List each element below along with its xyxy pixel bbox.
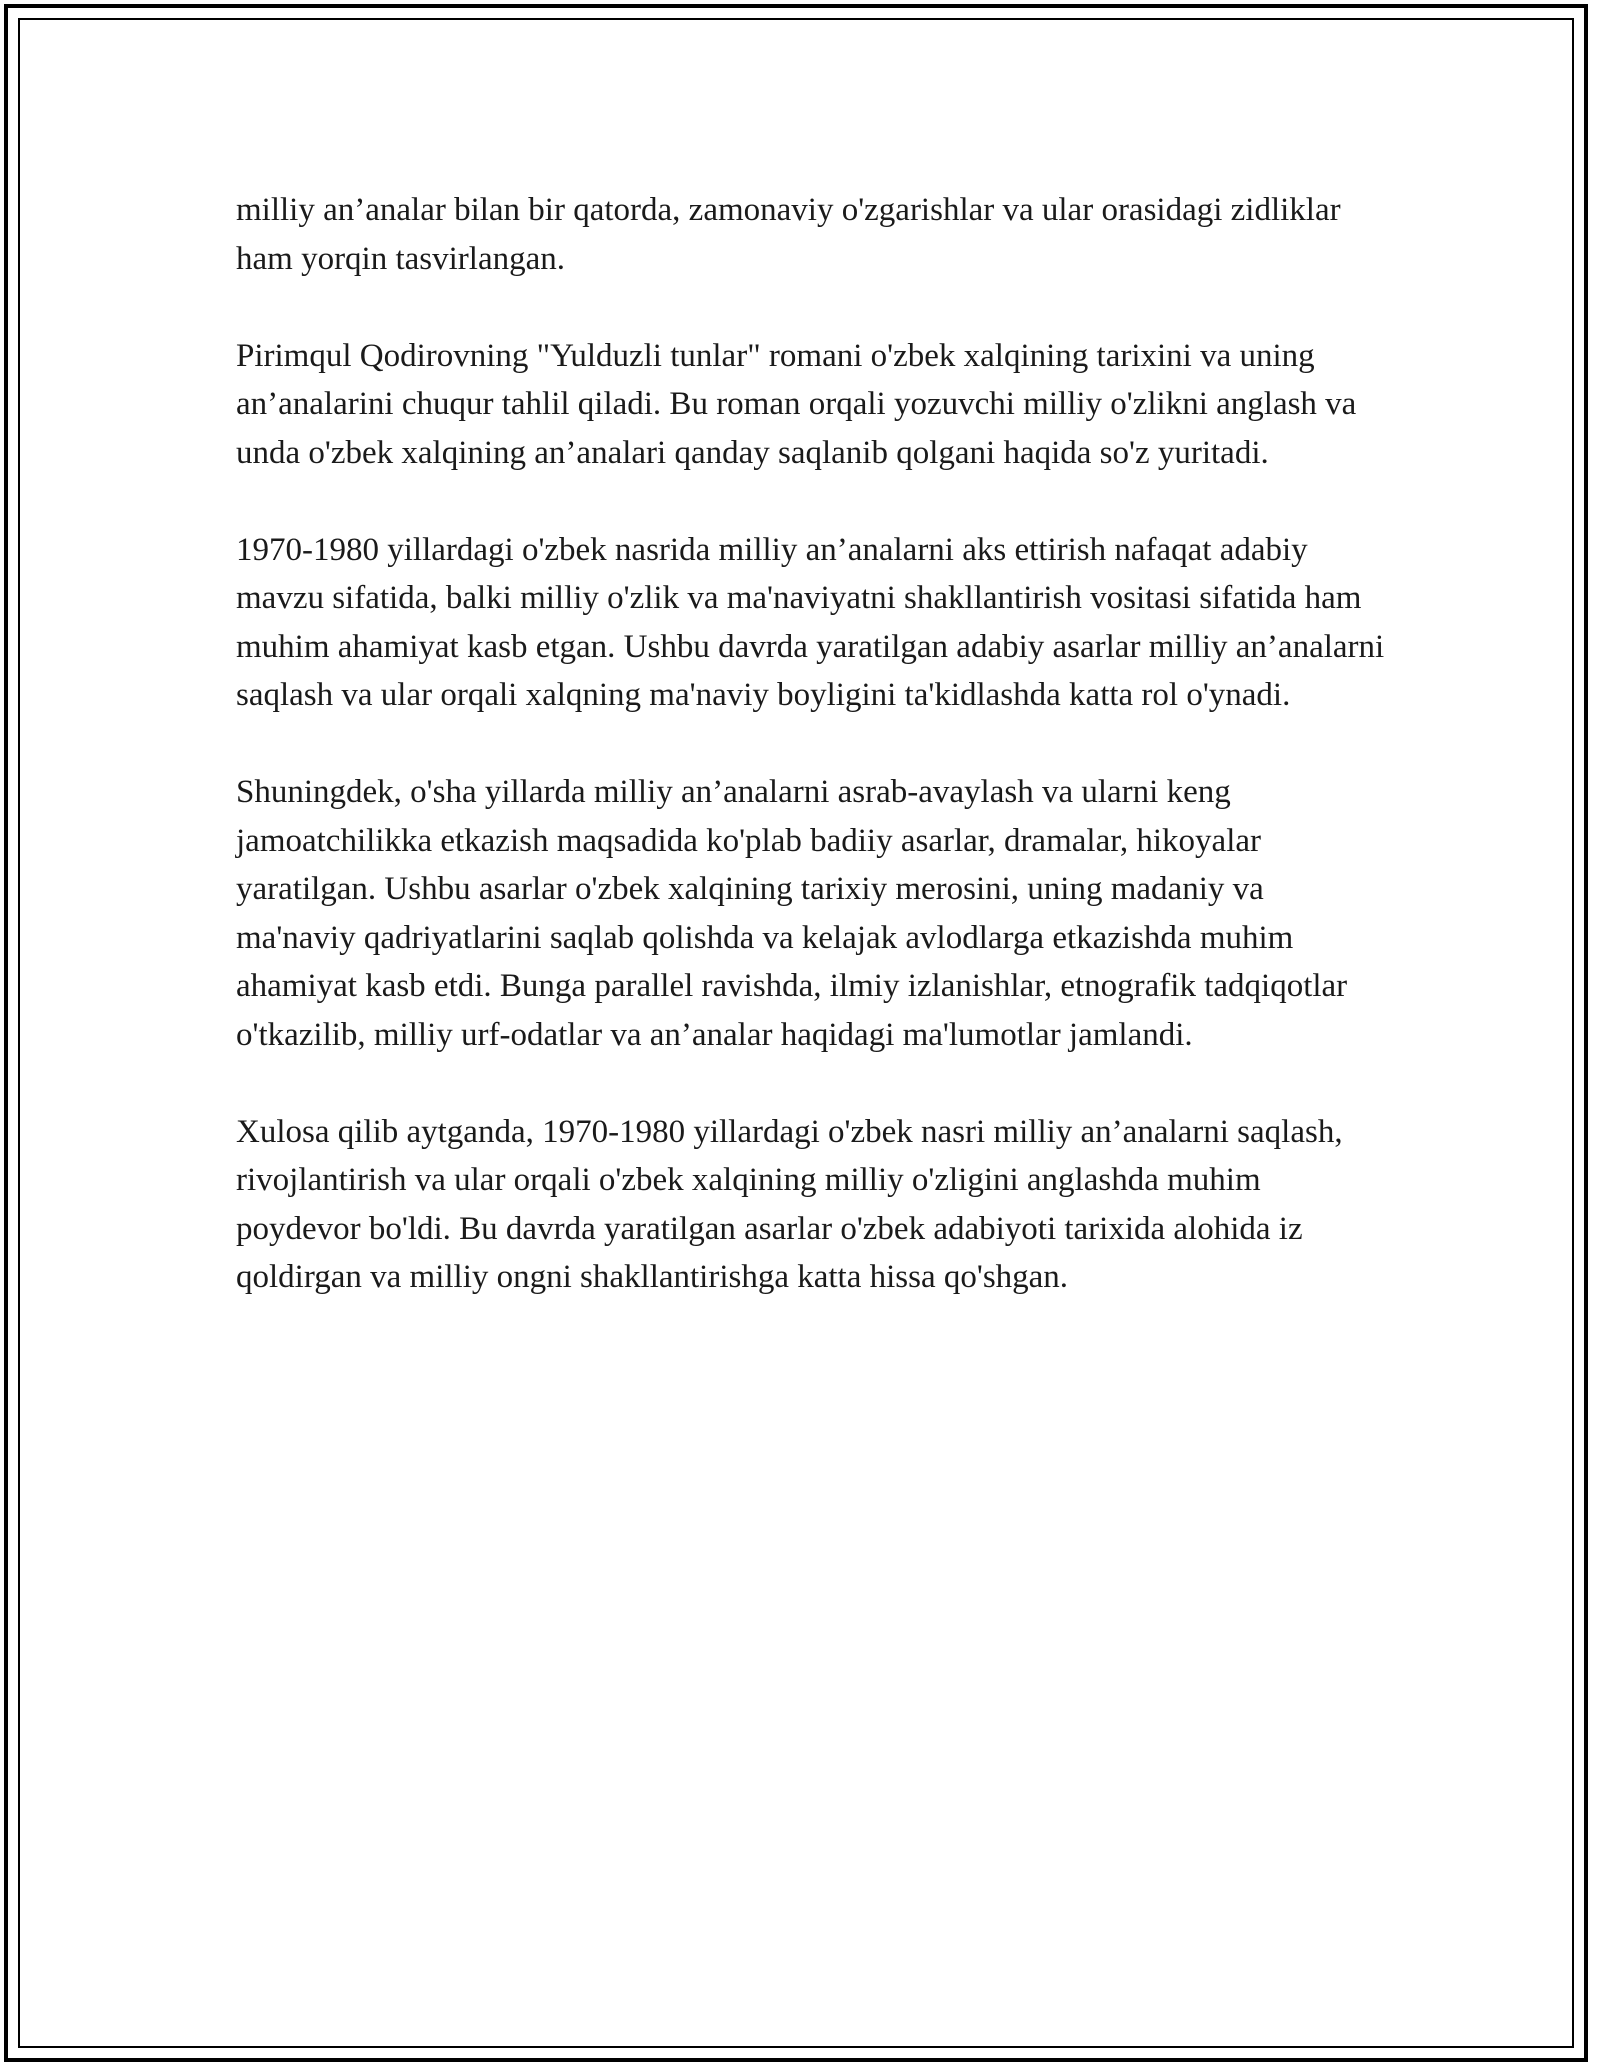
paragraph-2: Pirimqul Qodirovning "Yulduzli tunlar" romani o'zbek xalqining tarixini va uning an’analarini chuqur tahlil qiladi. Bu roman orqali yozuvchi milliy o'zlikni anglash va unda o'zbek xalqining an’analari qanday saqlanib qolgani haqida so'z yuritadi.	[236, 337, 1357, 471]
paragraph-4: Shuningdek, o'sha yillarda milliy an’analarni asrab-avaylash va ularni keng jamoatchilikka etkazish maqsadida ko'plab badiiy asarlar, dramalar, hikoyalar yaratilgan. Ushbu asarlar o'zbek xalqining tarixiy merosini, uning madaniy va ma'naviy qadriyatlarini saqlab qolishda va kelajak avlodlarga etkazishda muhim ahamiyat kasb etdi. Bunga parallel ravishda, ilmiy izlanishlar, etnografik tadqiqotlar o'tkazilib, milliy urf-odatlar va an’analar haqidagi ma'lumotlar jamlandi.	[236, 774, 1348, 1053]
paragraph-1: milliy an’analar bilan bir qatorda, zamonaviy o'zgarishlar va ular orasidagi zidliklar ham yorqin tasvirlangan.	[236, 192, 1341, 277]
paragraph-3: 1970-1980 yillardagi o'zbek nasrida milliy an’analarni aks ettirish nafaqat adabiy mavzu sifatida, balki milliy o'zlik va ma'naviyatni shakllantirish vositasi sifatida ham muhim ahamiyat kasb etgan. Ushbu davrda yaratilgan adabiy asarlar milliy an’analarni saqlash va ular orqali xalqning ma'naviy boyligini ta'kidlashda katta rol o'ynadi.	[236, 531, 1385, 713]
document-body	[236, 186, 1386, 1350]
paragraph-5: Xulosa qilib aytganda, 1970-1980 yillardagi o'zbek nasri milliy an’analarni saqlash, rivojlantirish va ular orqali o'zbek xalqining milliy o'zligini anglashda muhim poydevor bo'ldi. Bu davrda yaratilgan asarlar o'zbek adabiyoti tarixida alohida iz qoldirgan va milliy ongni shakllantirishga katta hissa qo'shgan.	[236, 1113, 1343, 1295]
